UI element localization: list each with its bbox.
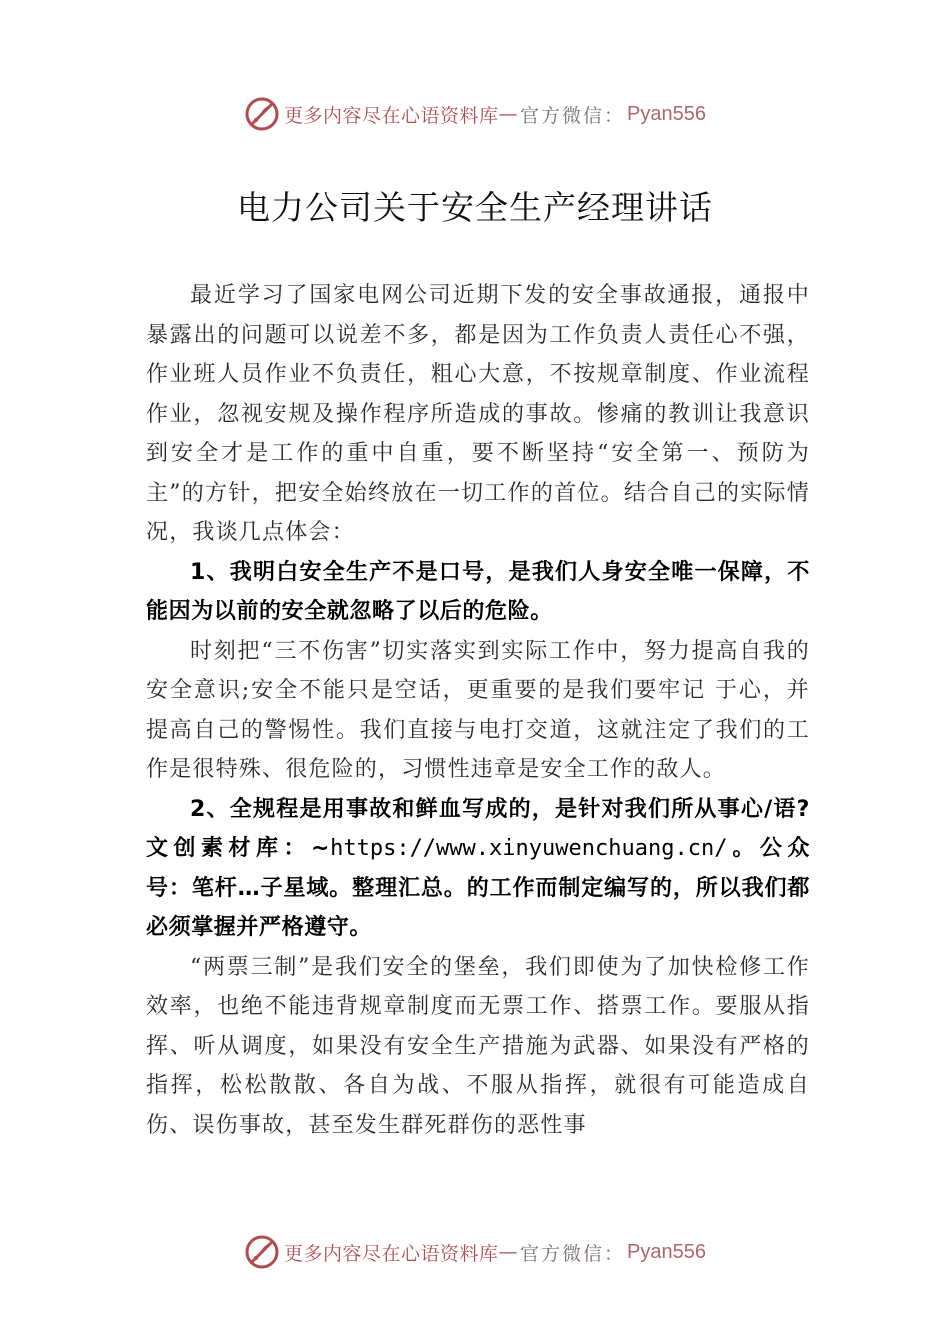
quill-logo-icon bbox=[244, 96, 280, 132]
wechat-label: 官方微信： bbox=[520, 1242, 626, 1265]
footer-banner bbox=[0, 1230, 950, 1274]
document-title: 电力公司关于安全生产经理讲话 bbox=[237, 188, 713, 227]
banner-text: 更多内容尽在心语资料库 bbox=[284, 104, 499, 127]
wechat-id: Pyan556 bbox=[627, 1240, 706, 1263]
section-heading-2-part-b: 。公众号：笔杆…子星域。整理汇总。的工作而制定编写的，所以我们都必须掌握并严格遵守。 bbox=[146, 836, 810, 940]
quill-logo-icon bbox=[244, 1234, 280, 1270]
section-heading-2 bbox=[146, 790, 810, 948]
paragraph-intro: 最近学习了国家电网公司近期下发的安全事故通报，通报中暴露出的问题可以说差不多，都是因为工作负责人责任心不强，作业班人员作业不负责任，粗心大意，不按规章制度、作业流程作业，忽视安规及操作程序所造成的事故。惨痛的教训让我意识到安全才是工作的重中自重，要不断坚持“安全第一、预防为主”的方针，把安全始终放在一切工作的首位。结合自己的实际情况，我谈几点体会： bbox=[146, 283, 810, 545]
wechat-id: Pyan556 bbox=[627, 102, 706, 125]
wechat-label: 官方微信： bbox=[520, 104, 626, 127]
document-body bbox=[146, 276, 810, 1145]
banner-dash: — bbox=[498, 103, 519, 125]
banner-text: 更多内容尽在心语资料库 bbox=[284, 1242, 499, 1265]
section-heading-2-part-a: 2、全规程是用事故和鲜血写成的，是针对我们所从事心/语?文创素材库：~ bbox=[146, 796, 810, 861]
paragraph-2: 时刻把“三不伤害”切实落实到实际工作中，努力提高自我的安全意识;安全不能只是空话，更重要的是我们要牢记 于心，并提高自己的警惕性。我们直接与电打交道，这就注定了我们的工作是很特殊、很危险的，习惯性违章是安全工作的敌人。 bbox=[146, 638, 810, 782]
header-banner bbox=[0, 92, 950, 136]
watermark-url: https://www.xinyuwenchuang.cn/ bbox=[330, 836, 728, 861]
section-heading-1: 1、我明白安全生产不是口号，是我们人身安全唯一保障，不能因为以前的安全就忽略了以后的危险。 bbox=[146, 559, 810, 624]
paragraph-3: “两票三制”是我们安全的堡垒，我们即使为了加快检修工作效率，也绝不能违背规章制度而无票工作、搭票工作。要服从指挥、听从调度，如果没有安全生产措施为武器、如果没有严格的指挥，松松散散、各自为战、不服从指挥，就很有可能造成自伤、误伤事故，甚至发生群死群伤的恶性事 bbox=[146, 954, 810, 1138]
banner-dash: — bbox=[498, 1241, 519, 1263]
